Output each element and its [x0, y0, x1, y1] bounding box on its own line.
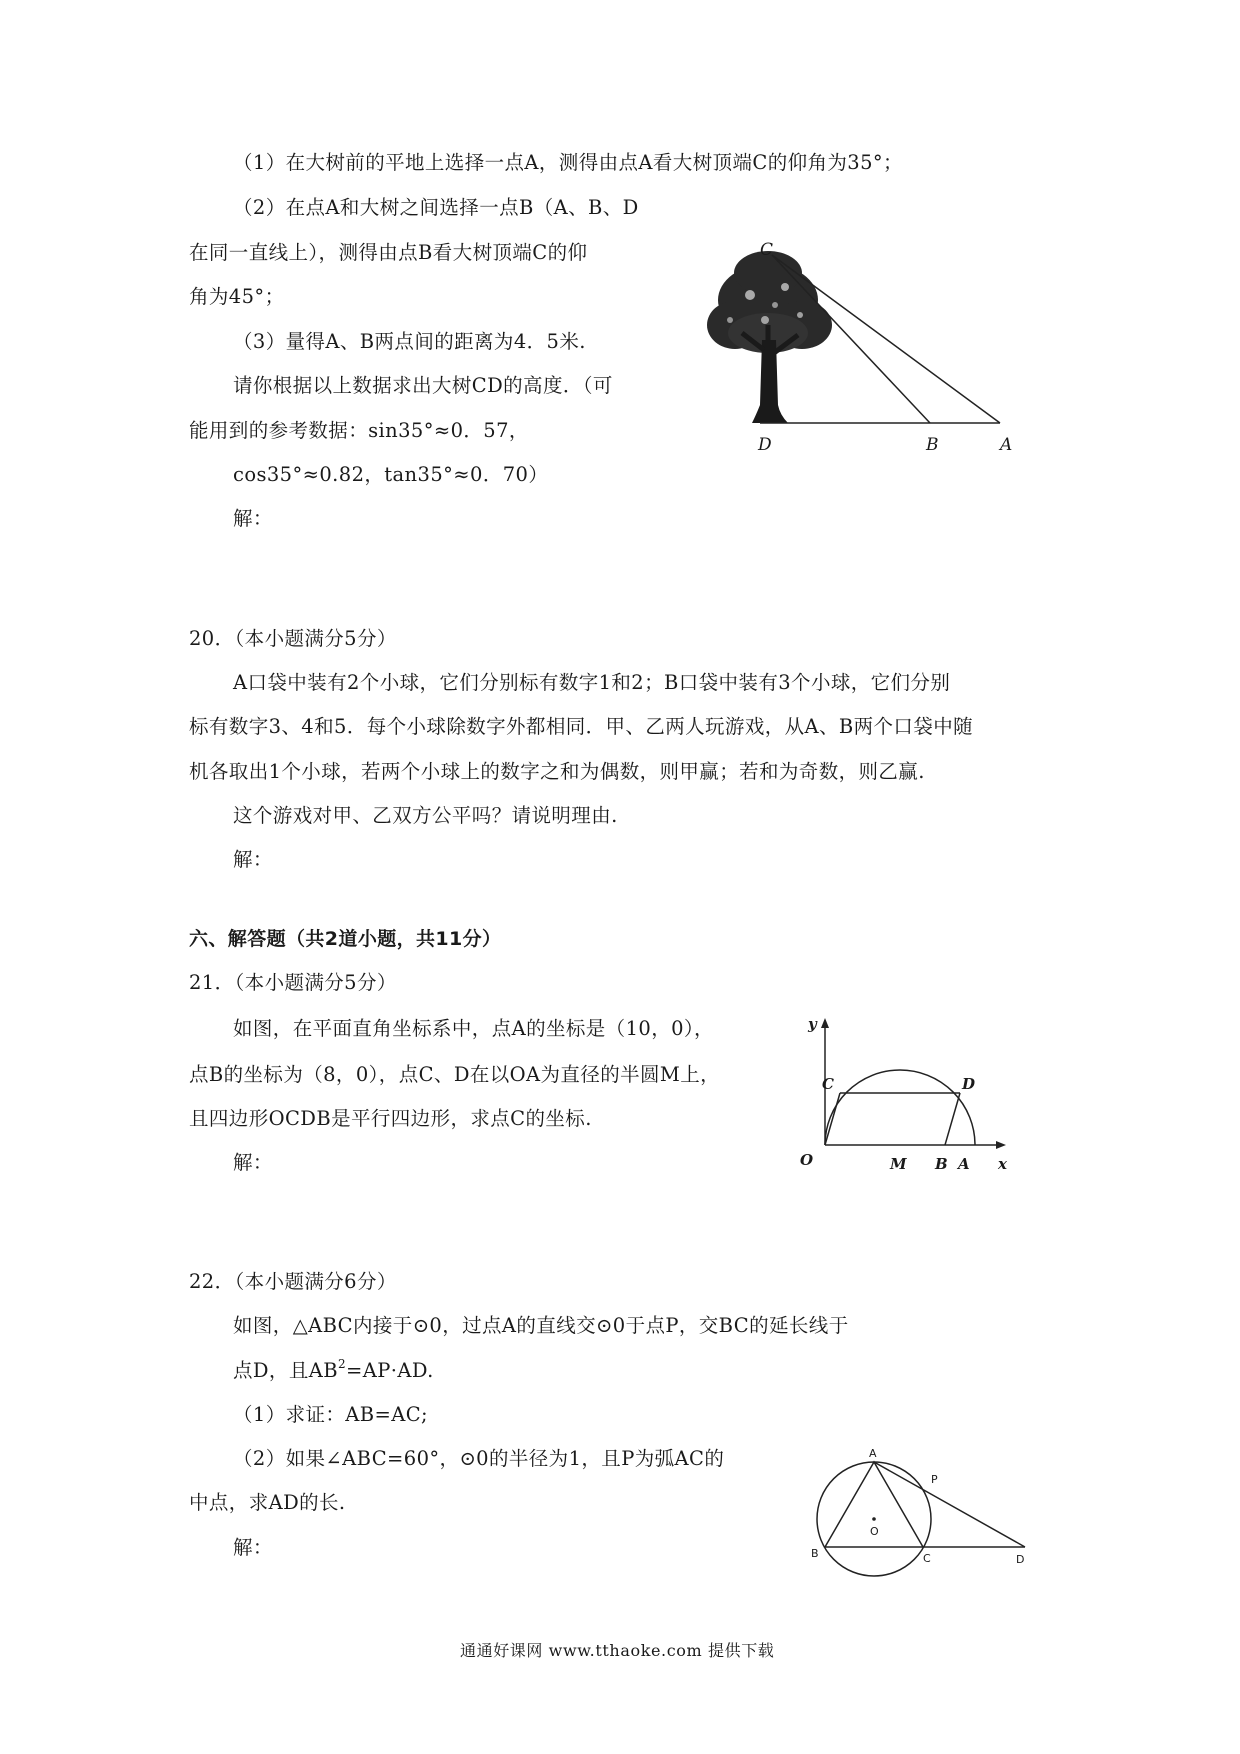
- q21-paragraph-line-3: 且四边形OCDB是平行四边形，求点C的坐标.: [189, 1107, 592, 1130]
- label-b: B: [935, 1155, 948, 1173]
- q21-paragraph-line-2: 点B的坐标为（8，0），点C、D在以OA为直径的半圆M上，: [189, 1063, 721, 1086]
- circle-triangle-figure: [810, 1445, 1030, 1585]
- q19-step-1: （1）在大树前的平地上选择一点A，测得由点A看大树顶端C的仰角为35°；: [233, 151, 903, 174]
- semicircle-coordinate-figure: [800, 1015, 1030, 1175]
- label-c: C: [822, 1075, 834, 1093]
- q22-condition-suffix: =AP·AD.: [346, 1359, 434, 1382]
- label-b: B: [811, 1547, 819, 1560]
- q22-paragraph-line-1: 如图，△ABC内接于⊙0，过点A的直线交⊙0于点P，交BC的延长线于: [233, 1314, 849, 1337]
- q19-question-line-1: 请你根据以上数据求出大树CD的高度．（可: [233, 374, 613, 397]
- label-a: A: [869, 1447, 877, 1460]
- tree-label-a: A: [1000, 435, 1013, 455]
- q22-part-1: （1）求证：AB=AC;: [233, 1403, 429, 1426]
- label-o: O: [800, 1151, 814, 1169]
- q19-question-line-2: 能用到的参考数据：sin35°≈0．57，: [189, 419, 529, 442]
- q22-paragraph-line-2: [233, 1358, 434, 1384]
- q19-step-3: （3）量得A、B两点间的距离为4．5米.: [233, 330, 586, 353]
- label-p: P: [931, 1473, 938, 1486]
- segment-oc: [825, 1093, 840, 1145]
- q22-answer-label: 解：: [233, 1536, 273, 1559]
- q19-step-2-line-3: 角为45°；: [189, 285, 285, 308]
- q21-answer-label: 解：: [233, 1151, 273, 1174]
- label-a: A: [958, 1155, 970, 1173]
- q19-answer-label: 解：: [233, 507, 273, 530]
- semicircle-m: [825, 1070, 975, 1145]
- footer-source: 通通好课网 www.tthaoke.com 提供下载: [460, 1641, 775, 1660]
- tree-label-d: D: [758, 435, 772, 455]
- q20-paragraph-line-1: A口袋中装有2个小球，它们分别标有数字1和2；B口袋中装有3个小球，它们分别: [233, 671, 951, 694]
- label-o: O: [870, 1525, 879, 1538]
- tree-label-b: B: [926, 435, 939, 455]
- q20-header: 20．（本小题满分5分）: [189, 627, 397, 650]
- label-d: D: [962, 1075, 976, 1093]
- label-c: C: [923, 1552, 931, 1565]
- label-m: M: [890, 1155, 907, 1173]
- q21-paragraph-line-1: 如图，在平面直角坐标系中，点A的坐标是（10，0），: [233, 1017, 714, 1040]
- q22-part-2-line-1: （2）如果∠ABC=60°，⊙0的半径为1，且P为弧AC的: [233, 1447, 725, 1470]
- q22-header: 22．（本小题满分6分）: [189, 1270, 397, 1293]
- center-point: [872, 1517, 876, 1521]
- q21-header: 21．（本小题满分5分）: [189, 971, 397, 994]
- q22-condition-exponent: 2: [337, 1356, 346, 1371]
- label-x: x: [998, 1155, 1007, 1173]
- label-y: y: [808, 1015, 817, 1033]
- q19-question-line-3: cos35°≈0.82，tan35°≈0．70）: [233, 463, 549, 486]
- q20-question: 这个游戏对甲、乙双方公平吗？请说明理由.: [233, 804, 618, 827]
- q20-answer-label: 解：: [233, 848, 273, 871]
- q20-paragraph-line-3: 机各取出1个小球，若两个小球上的数字之和为偶数，则甲赢；若和为奇数，则乙赢.: [189, 760, 925, 783]
- tree-label-c: C: [760, 240, 774, 260]
- q20-paragraph-line-2: 标有数字3、4和5．每个小球除数字外都相同．甲、乙两人玩游戏，从A、B两个口袋中随: [189, 715, 974, 738]
- y-axis-arrow: [821, 1018, 829, 1028]
- q19-step-2-line-2: 在同一直线上），测得由点B看大树顶端C的仰: [189, 241, 588, 264]
- q22-condition-prefix: 点D，且AB: [233, 1359, 338, 1382]
- tree-elevation-figure: [690, 225, 1030, 455]
- x-axis-arrow: [996, 1141, 1006, 1149]
- section-6-title: 六、解答题（共2道小题，共11分）: [189, 928, 502, 950]
- label-d: D: [1016, 1553, 1025, 1566]
- q19-step-2-line-1: （2）在点A和大树之间选择一点B（A、B、D: [233, 196, 639, 219]
- line-a-d: [874, 1462, 1025, 1547]
- segment-db: [945, 1093, 960, 1145]
- q22-part-2-line-2: 中点，求AD的长.: [189, 1491, 346, 1514]
- tree-illustration: [707, 251, 832, 423]
